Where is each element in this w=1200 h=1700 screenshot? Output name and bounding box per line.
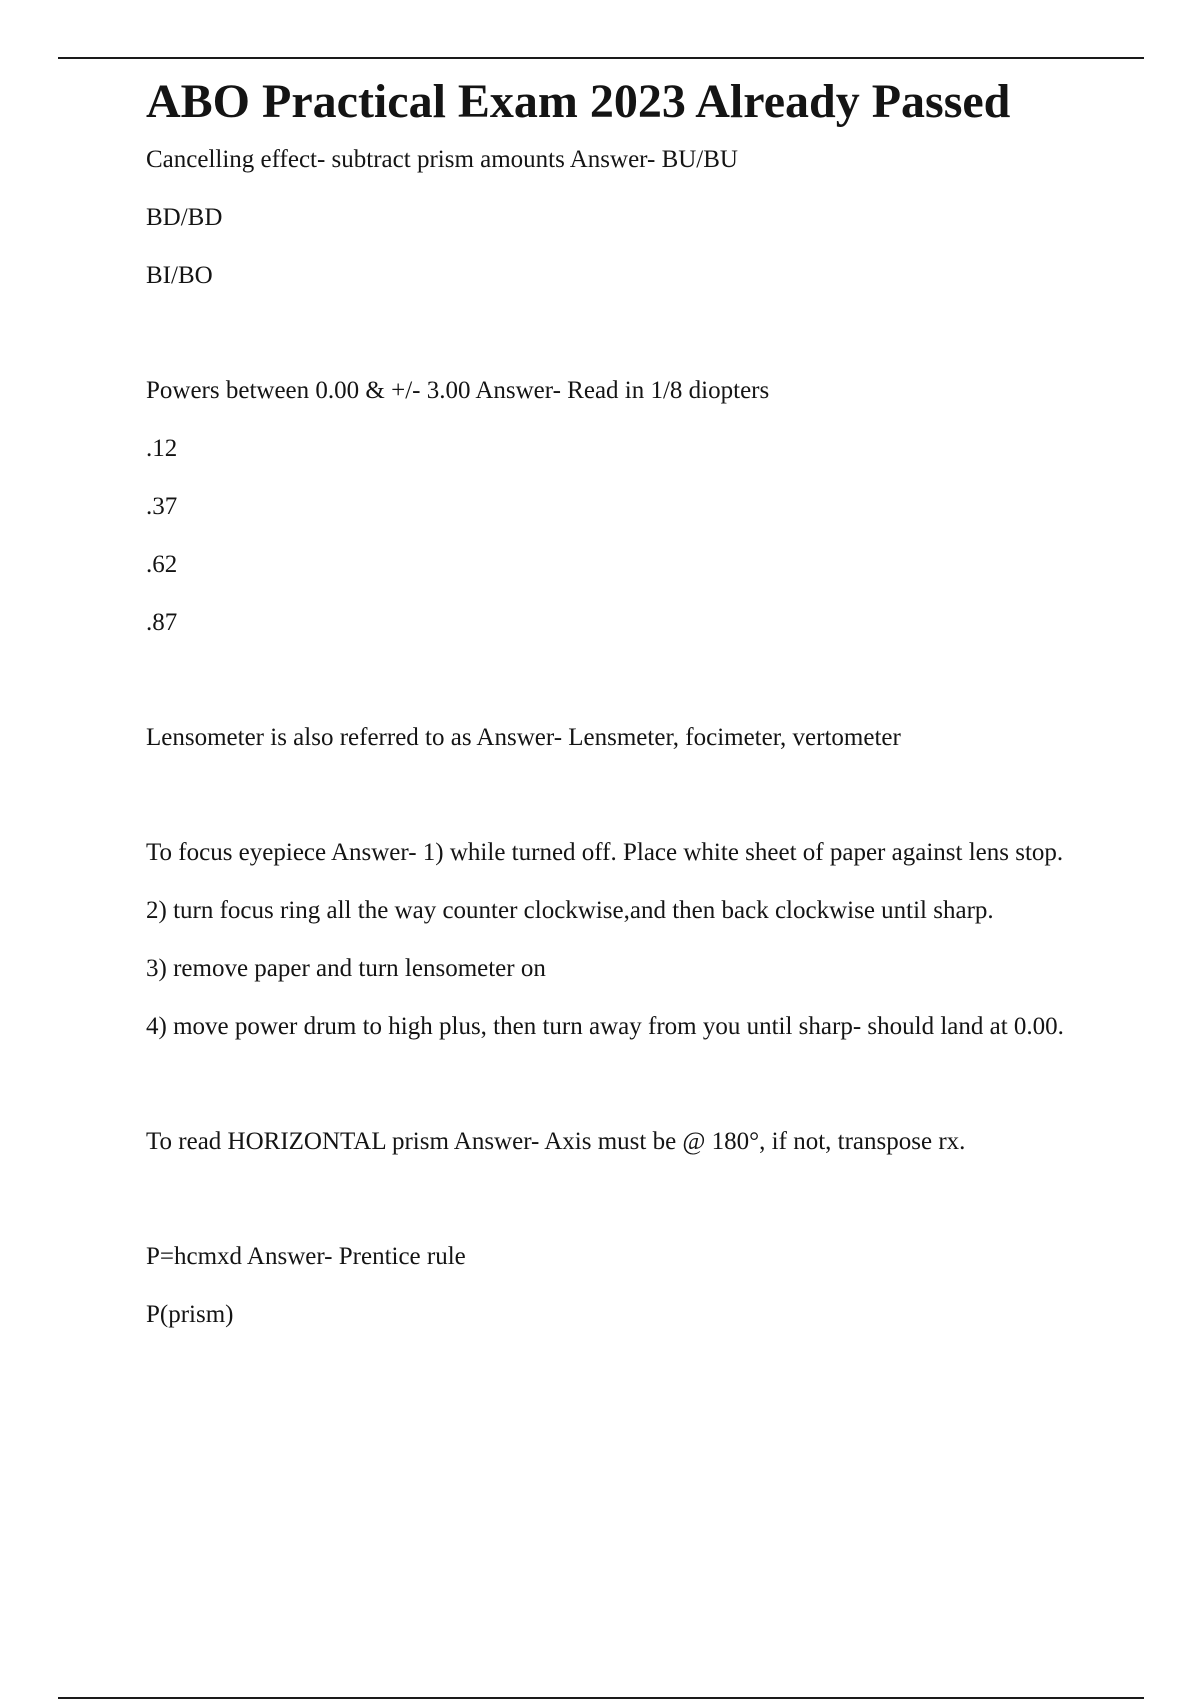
paragraph: .62 (146, 551, 178, 578)
paragraph: .87 (146, 609, 178, 636)
section-gap (146, 778, 1086, 835)
section-gap (146, 663, 1086, 720)
page-title: ABO Practical Exam 2023 Already Passed (146, 75, 1011, 128)
section-powers (146, 373, 1086, 641)
top-divider (58, 57, 1144, 59)
section-gap (146, 316, 1086, 373)
section-horizontal-prism (146, 1124, 1086, 1160)
section-gap (146, 1182, 1086, 1239)
paragraph: .12 (146, 435, 178, 462)
paragraph: Powers between 0.00 & +/- 3.00 Answer- Read in 1/8 diopters (146, 377, 770, 404)
section-gap (146, 1067, 1086, 1124)
section-focus-eyepiece (146, 835, 1086, 1045)
paragraph: 2) turn focus ring all the way counter clockwise,and then back clockwise until sharp. (146, 897, 994, 924)
paragraph: P(prism) (146, 1301, 234, 1328)
section-lensometer (146, 720, 1086, 756)
paragraph: BI/BO (146, 262, 213, 289)
section-cancelling-effect (146, 142, 1086, 294)
paragraph: BD/BD (146, 204, 223, 231)
paragraph: 3) remove paper and turn lensometer on (146, 955, 546, 982)
document-body (146, 70, 1086, 1355)
paragraph: P=hcmxd Answer- Prentice rule (146, 1243, 466, 1270)
section-prentice-rule (146, 1239, 1086, 1333)
paragraph: Lensometer is also referred to as Answer- Lensmeter, focimeter, vertometer (146, 724, 901, 751)
paragraph: To read HORIZONTAL prism Answer- Axis must be @ 180°, if not, transpose rx. (146, 1128, 966, 1155)
paragraph: .37 (146, 493, 178, 520)
paragraph: Cancelling effect- subtract prism amounts Answer- BU/BU (146, 146, 738, 173)
bottom-divider (58, 1697, 1144, 1699)
paragraph: To focus eyepiece Answer- 1) while turned off. Place white sheet of paper against lens stop. (146, 839, 1064, 866)
paragraph: 4) move power drum to high plus, then turn away from you until sharp- should land at 0.00. (146, 1013, 1064, 1040)
